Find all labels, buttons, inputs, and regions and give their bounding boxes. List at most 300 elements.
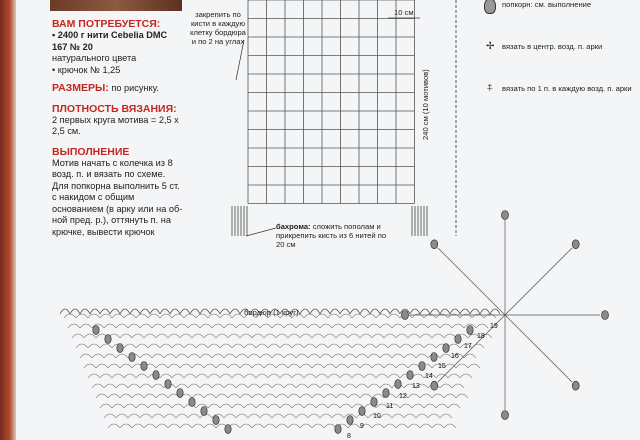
chain-arch	[476, 324, 488, 328]
chain-arch	[90, 309, 100, 314]
chain-arch	[224, 414, 236, 418]
chain-arch	[200, 354, 212, 358]
chain-arch	[304, 404, 316, 408]
popcorn-stitch	[602, 311, 609, 320]
chain-arch	[276, 334, 288, 338]
chain-arch	[156, 424, 168, 428]
chain-arch	[196, 314, 208, 318]
chain-arch	[208, 344, 220, 348]
chain-arch	[204, 394, 216, 398]
chain-arch	[160, 344, 172, 348]
chain-arch	[296, 384, 308, 388]
popcorn-stitch	[419, 362, 425, 371]
chain-arch	[260, 324, 272, 328]
chain-arch	[400, 344, 412, 348]
chain-arch	[108, 364, 120, 368]
chain-arch	[160, 374, 172, 378]
chain-arch	[440, 309, 450, 314]
row-number: 17	[464, 343, 472, 350]
chain-arch	[300, 394, 312, 398]
chain-arch	[240, 334, 252, 338]
chain-arch	[212, 354, 224, 358]
chain-arch	[164, 354, 176, 358]
popcorn-stitch	[93, 326, 99, 335]
chain-arch	[332, 384, 344, 388]
chain-arch	[96, 364, 108, 368]
chain-arch	[308, 384, 320, 388]
row-number: 19	[490, 323, 498, 330]
chain-arch	[116, 324, 128, 328]
chain-arch	[376, 344, 388, 348]
chain-arch	[224, 324, 236, 328]
chain-arch	[320, 384, 332, 388]
chain-arch	[316, 344, 328, 348]
chain-arch	[312, 334, 324, 338]
chain-arch	[472, 314, 484, 318]
chain-arch	[80, 309, 90, 314]
chain-arch	[192, 424, 204, 428]
chain-arch	[344, 324, 356, 328]
popcorn-stitch	[443, 344, 449, 353]
chain-arch	[404, 354, 416, 358]
chain-arch	[328, 404, 340, 408]
chain-arch	[300, 309, 310, 314]
chain-arch	[356, 324, 368, 328]
chain-arch	[124, 344, 136, 348]
chain-arch	[248, 414, 260, 418]
popcorn-stitch	[395, 380, 401, 389]
chain-arch	[272, 354, 284, 358]
popcorn-stitch	[383, 389, 389, 398]
chain-arch	[268, 404, 280, 408]
chain-arch	[328, 314, 340, 318]
chain-arch	[148, 314, 160, 318]
popcorn-stitch	[502, 411, 509, 420]
chain-arch	[160, 314, 172, 318]
chain-arch	[436, 374, 448, 378]
chain-arch	[356, 354, 368, 358]
chain-arch	[264, 394, 276, 398]
chain-arch	[468, 364, 480, 368]
chain-arch	[420, 334, 432, 338]
chain-arch	[300, 364, 312, 368]
chain-arch	[276, 364, 288, 368]
chain-arch	[170, 309, 180, 314]
chain-arch	[340, 309, 350, 314]
chain-arch	[148, 344, 160, 348]
chain-arch	[76, 344, 88, 348]
popcorn-stitch	[431, 353, 437, 362]
chain-arch	[220, 374, 232, 378]
chain-arch	[96, 394, 108, 398]
chain-arch	[388, 374, 400, 378]
chain-arch	[428, 324, 440, 328]
chain-arch	[296, 324, 308, 328]
row-number: 15	[438, 363, 446, 370]
chain-arch	[396, 334, 408, 338]
materials-yarn: • 2400 г нити Cebelia DMC 167 № 20	[52, 30, 168, 52]
chain-arch	[172, 344, 184, 348]
chain-arch	[284, 384, 296, 388]
chain-arch	[230, 309, 240, 314]
chain-arch	[372, 424, 384, 428]
chain-arch	[68, 324, 80, 328]
execution-heading: ВЫПОЛНЕНИЕ	[52, 145, 130, 158]
chain-arch	[110, 309, 120, 314]
chain-arch	[452, 324, 464, 328]
chain-arch	[144, 334, 156, 338]
chain-arch	[240, 364, 252, 368]
chain-arch	[188, 384, 200, 388]
chain-arch	[416, 324, 428, 328]
chain-arch	[384, 334, 396, 338]
chain-arch	[220, 404, 232, 408]
chain-arch	[360, 394, 372, 398]
popcorn-stitch	[371, 398, 377, 407]
chain-arch	[168, 334, 180, 338]
chain-arch	[136, 344, 148, 348]
chain-arch	[448, 374, 460, 378]
chain-arch	[156, 334, 168, 338]
chain-arch	[324, 334, 336, 338]
chain-arch	[336, 394, 348, 398]
chain-arch	[420, 424, 432, 428]
chain-arch	[268, 344, 280, 348]
materials-yarn-color: натурального цвета	[52, 53, 137, 63]
chain-arch	[160, 309, 170, 314]
chain-arch	[224, 384, 236, 388]
popcorn-stitch	[407, 371, 413, 380]
chain-arch	[140, 384, 152, 388]
chain-arch	[224, 354, 236, 358]
row-number: 11	[386, 403, 394, 410]
chain-arch	[320, 354, 332, 358]
chain-arch	[216, 364, 228, 368]
chain-arch	[448, 404, 460, 408]
chain-arch	[150, 309, 160, 314]
chain-arch	[208, 404, 220, 408]
chain-arch	[330, 309, 340, 314]
chain-arch	[132, 424, 144, 428]
chain-arch	[340, 314, 352, 318]
popcorn-stitch	[431, 240, 438, 249]
chain-arch	[248, 384, 260, 388]
chain-arch	[240, 394, 252, 398]
chain-arch	[120, 334, 132, 338]
chain-arch	[360, 364, 372, 368]
chain-arch	[196, 374, 208, 378]
chain-arch	[360, 334, 372, 338]
chain-arch	[116, 384, 128, 388]
chain-arch	[404, 324, 416, 328]
chain-arch	[140, 354, 152, 358]
chain-arch	[220, 309, 230, 314]
chain-arch	[300, 424, 312, 428]
chain-arch	[252, 334, 264, 338]
chain-arch	[212, 324, 224, 328]
chain-arch	[432, 424, 444, 428]
chain-arch	[104, 354, 116, 358]
popcorn-stitch	[117, 344, 123, 353]
chain-arch	[108, 394, 120, 398]
chain-arch	[180, 364, 192, 368]
popcorn-stitch	[189, 398, 195, 407]
chain-arch	[256, 374, 268, 378]
chain-arch	[152, 384, 164, 388]
chain-arch	[380, 414, 392, 418]
row-number: 14	[425, 373, 433, 380]
chain-arch	[348, 364, 360, 368]
chain-arch	[288, 334, 300, 338]
chain-arch	[376, 374, 388, 378]
popcorn-stitch	[141, 362, 147, 371]
chain-arch	[192, 334, 204, 338]
chain-arch	[316, 374, 328, 378]
fringe-text: сложить пополам и прикрепить кисть из 6 нитей по 20 см	[276, 222, 387, 249]
chain-arch	[368, 384, 380, 388]
legend-one-loop-label: вязать по 1 п. в каждую возд. п. арки	[502, 84, 632, 93]
dimension-240cm: 240 см (10 мотивов)	[421, 69, 430, 140]
chain-arch	[256, 404, 268, 408]
popcorn-stitch	[347, 416, 353, 425]
chain-arch	[100, 374, 112, 378]
chain-arch	[412, 374, 424, 378]
chain-arch	[112, 404, 124, 408]
chain-arch	[300, 334, 312, 338]
chain-arch	[168, 424, 180, 428]
chain-arch	[104, 384, 116, 388]
chain-arch	[388, 314, 400, 318]
chain-arch	[368, 324, 380, 328]
leader-line	[236, 40, 244, 80]
chain-arch	[200, 384, 212, 388]
chain-arch	[396, 424, 408, 428]
chain-arch	[288, 424, 300, 428]
chain-arch	[412, 344, 424, 348]
chain-arch	[252, 424, 264, 428]
row-number: 16	[451, 353, 459, 360]
chain-arch	[384, 424, 396, 428]
chain-arch	[308, 414, 320, 418]
chain-arch	[440, 324, 452, 328]
chain-arch	[296, 354, 308, 358]
chain-arch	[184, 314, 196, 318]
row-number: 9	[360, 423, 364, 430]
chain-arch	[292, 374, 304, 378]
chain-arch	[424, 404, 436, 408]
chain-arch	[450, 309, 460, 314]
chain-arch	[350, 309, 360, 314]
chain-arch	[190, 309, 200, 314]
chain-arch	[208, 314, 220, 318]
chain-arch	[236, 384, 248, 388]
chain-arch	[410, 309, 420, 314]
popcorn-stitch	[335, 425, 341, 434]
corner-spoke	[438, 248, 505, 315]
chain-arch	[228, 364, 240, 368]
chain-arch	[232, 344, 244, 348]
chain-arch	[268, 374, 280, 378]
chain-arch	[176, 354, 188, 358]
popcorn-stitch	[467, 326, 473, 335]
chain-arch	[324, 394, 336, 398]
chain-arch	[470, 309, 480, 314]
chain-arch	[188, 354, 200, 358]
chain-arch	[164, 324, 176, 328]
chain-arch	[424, 314, 436, 318]
chain-arch	[92, 354, 104, 358]
chain-arch	[288, 364, 300, 368]
chain-arch	[124, 374, 136, 378]
chain-arch	[420, 309, 430, 314]
chain-arch	[388, 344, 400, 348]
row-number: 12	[399, 393, 407, 400]
chain-arch	[460, 309, 470, 314]
chain-arch	[144, 424, 156, 428]
chain-arch	[140, 324, 152, 328]
dimension-10cm: 10 см	[394, 8, 414, 17]
row-number: 13	[412, 383, 420, 390]
fringe-note	[276, 222, 396, 249]
chain-arch	[116, 354, 128, 358]
chain-arch	[70, 309, 80, 314]
popcorn-stitch	[213, 416, 219, 425]
chain-arch	[304, 374, 316, 378]
chain-arch	[412, 404, 424, 408]
chain-arch	[160, 404, 172, 408]
chain-arch	[112, 314, 124, 318]
chain-arch	[204, 364, 216, 368]
chain-arch	[232, 374, 244, 378]
chain-arch	[88, 344, 100, 348]
chain-arch	[416, 414, 428, 418]
chain-arch	[176, 324, 188, 328]
chain-arch	[352, 374, 364, 378]
chain-arch	[440, 414, 452, 418]
chain-arch	[490, 309, 500, 314]
popcorn-stitch	[129, 353, 135, 362]
leader-line	[246, 228, 276, 236]
chain-arch	[220, 344, 232, 348]
chain-arch	[284, 414, 296, 418]
popcorn-stitch	[225, 425, 231, 434]
chain-arch	[392, 354, 404, 358]
chain-arch	[376, 314, 388, 318]
chain-arch	[272, 384, 284, 388]
chain-arch	[390, 309, 400, 314]
chain-arch	[448, 314, 460, 318]
corner-spoke	[505, 248, 572, 315]
chain-arch	[380, 384, 392, 388]
chain-arch	[92, 384, 104, 388]
chain-arch	[252, 394, 264, 398]
chain-arch	[116, 414, 128, 418]
chain-arch	[436, 404, 448, 408]
row-number: 18	[477, 333, 485, 340]
chain-arch	[132, 334, 144, 338]
chain-arch	[260, 414, 272, 418]
chain-arch	[452, 384, 464, 388]
legend-center-arch-label: вязать в центр. возд. п. арки	[502, 42, 603, 51]
chain-arch	[132, 394, 144, 398]
chain-arch	[216, 394, 228, 398]
gauge-heading: ПЛОТНОСТЬ ВЯЗАНИЯ:	[52, 102, 177, 115]
chain-arch	[60, 309, 70, 314]
chain-arch	[130, 309, 140, 314]
chain-arch	[140, 414, 152, 418]
chain-arch	[420, 394, 432, 398]
chain-arch	[444, 394, 456, 398]
border-label: бордюр (1 круг)	[244, 308, 299, 317]
chain-arch	[408, 364, 420, 368]
chain-arch	[336, 364, 348, 368]
chain-arch	[208, 374, 220, 378]
chain-arch	[392, 414, 404, 418]
size-text: по рисунку.	[111, 83, 159, 93]
execution-text: Мотив начать с колечка из 8 возд. п. и вязать по схеме. Для попкорна выполнить 5 ст. с накидом с общим основанием (в арку или на обной пред. р.), оттянуть п. на крючке, вывести крючок	[52, 157, 183, 237]
fringe-label: бахрома:	[276, 222, 311, 231]
chain-arch	[272, 324, 284, 328]
chain-arch	[316, 314, 328, 318]
legend-popcorn-label: попкорн: см. выполнение	[502, 0, 592, 9]
chain-arch	[384, 364, 396, 368]
chain-arch	[180, 334, 192, 338]
chain-arch	[264, 424, 276, 428]
chain-arch	[484, 314, 496, 318]
chain-arch	[128, 414, 140, 418]
chain-arch	[408, 334, 420, 338]
chain-arch	[272, 414, 284, 418]
chain-arch	[432, 334, 444, 338]
chain-arch	[364, 344, 376, 348]
chain-arch	[212, 384, 224, 388]
chain-arch	[248, 354, 260, 358]
popcorn-stitch	[153, 371, 159, 380]
chain-arch	[180, 424, 192, 428]
chain-arch	[324, 364, 336, 368]
chain-arch	[304, 314, 316, 318]
chain-arch	[284, 354, 296, 358]
popcorn-stitch	[165, 380, 171, 389]
chain-arch	[280, 404, 292, 408]
chain-arch	[332, 354, 344, 358]
chain-arch	[240, 424, 252, 428]
chain-arch	[204, 334, 216, 338]
chain-arch	[456, 364, 468, 368]
chain-arch	[292, 344, 304, 348]
chain-arch	[140, 309, 150, 314]
chain-arch	[372, 364, 384, 368]
chain-arch	[168, 364, 180, 368]
chain-arch	[430, 309, 440, 314]
chain-arch	[312, 364, 324, 368]
chain-arch	[308, 324, 320, 328]
chain-arch	[448, 344, 460, 348]
chain-arch	[276, 394, 288, 398]
chain-arch	[428, 414, 440, 418]
chain-arch	[440, 384, 452, 388]
chain-arch	[336, 334, 348, 338]
chain-arch	[104, 324, 116, 328]
chain-arch	[364, 314, 376, 318]
popcorn-stitch	[502, 211, 509, 220]
chain-arch	[210, 309, 220, 314]
chain-arch	[372, 334, 384, 338]
chain-arch	[312, 394, 324, 398]
gauge-text: 2 первых круга мотива = 2,5 х 2,5 см.	[52, 114, 179, 136]
chain-arch	[344, 384, 356, 388]
chain-arch	[184, 374, 196, 378]
